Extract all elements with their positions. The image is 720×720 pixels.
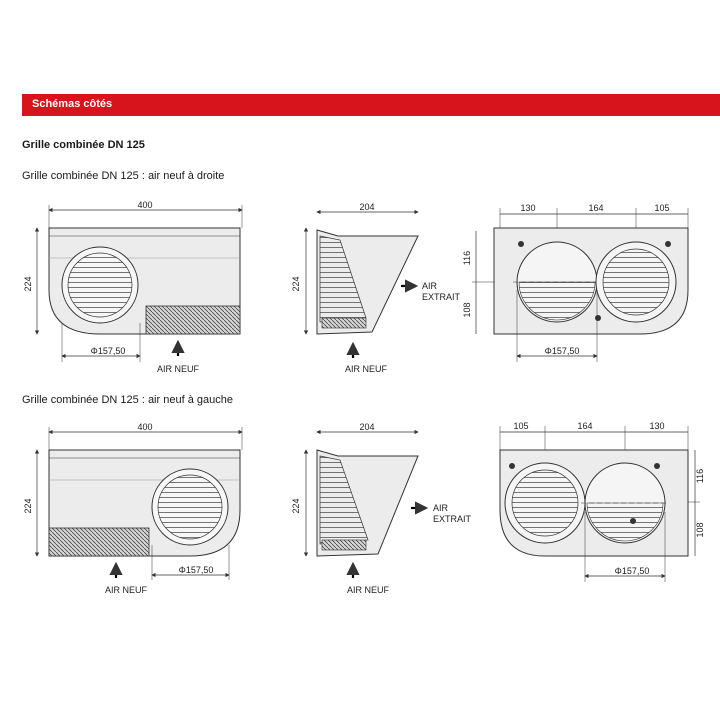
back-dim-3: 105 xyxy=(654,203,670,213)
back-height-2: 108 xyxy=(462,302,472,318)
section-title: Grille combinée DN 125 xyxy=(22,139,145,151)
side-airflow-out-1: AIR xyxy=(422,281,438,291)
side-width-dim: 204 xyxy=(359,202,375,212)
front-height-dim-2: 224 xyxy=(23,498,33,514)
front-airflow-label-2: AIR NEUF xyxy=(104,585,148,595)
front-view-right xyxy=(23,200,242,374)
back-dim-1-2: 105 xyxy=(513,421,529,431)
variant-left-label: Grille combinée DN 125 : air neuf à gauche xyxy=(22,394,233,406)
side-view-left xyxy=(291,422,472,595)
side-airflow-out-1-2: AIR xyxy=(433,503,449,513)
back-height-1: 116 xyxy=(462,250,472,266)
front-height-dim: 224 xyxy=(23,276,33,292)
variant-right-label: Grille combinée DN 125 : air neuf à droite xyxy=(22,170,225,182)
back-dim-3-2: 130 xyxy=(649,421,665,431)
back-view-right xyxy=(462,203,688,362)
front-width-dim: 400 xyxy=(137,200,153,210)
back-height-1-2: 116 xyxy=(695,468,705,484)
banner-title: Schémas côtés xyxy=(32,98,113,110)
back-dim-2-2: 164 xyxy=(577,421,593,431)
front-view-left xyxy=(23,422,242,595)
side-airflow-in: AIR NEUF xyxy=(344,364,388,374)
back-diameter-dim-2: Φ157,50 xyxy=(614,566,650,576)
front-diameter-dim-2: Φ157,50 xyxy=(178,565,214,575)
front-diameter-dim: Φ157,50 xyxy=(90,346,126,356)
front-width-dim-2: 400 xyxy=(137,422,153,432)
back-diameter-dim: Φ157,50 xyxy=(544,346,580,356)
front-airflow-label: AIR NEUF xyxy=(156,364,200,374)
back-dim-2: 164 xyxy=(588,203,604,213)
side-airflow-in-2: AIR NEUF xyxy=(346,585,390,595)
side-height-dim: 224 xyxy=(291,276,301,292)
back-dim-1: 130 xyxy=(520,203,536,213)
side-height-dim-2: 224 xyxy=(291,498,301,514)
back-view-left xyxy=(500,421,705,582)
side-airflow-out-2-2: EXTRAIT xyxy=(433,514,472,524)
back-height-2-2: 108 xyxy=(695,522,705,538)
side-view-right xyxy=(291,202,461,374)
side-airflow-out-2: EXTRAIT xyxy=(422,292,461,302)
side-width-dim-2: 204 xyxy=(359,422,375,432)
